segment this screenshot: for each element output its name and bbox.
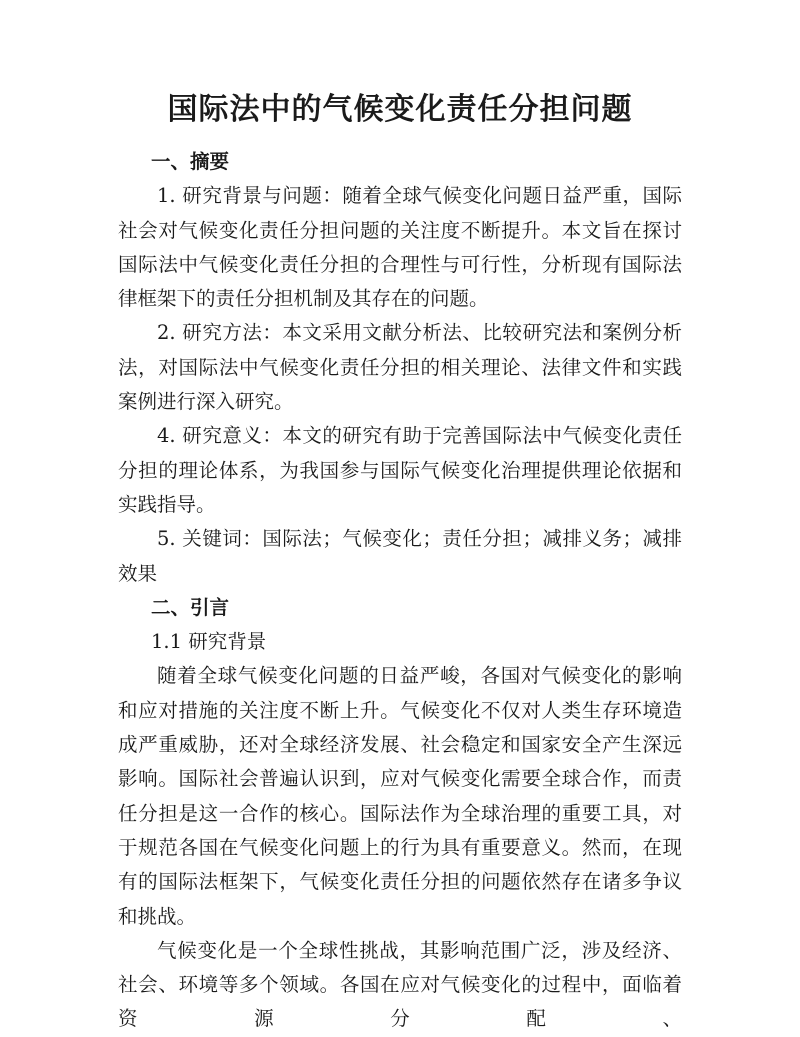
intro-paragraph-1: 随着全球气候变化问题的日益严峻，各国对气候变化的影响和应对措施的关注度不断上升。气候变化不仅对人类生存环境造成严重威胁，还对全球经济发展、社会稳定和国家安全产生深远影响。国际社会普遍认识到，应对气候变化需要全球合作，而责任分担是这一合作的核心。国际法作为全球治理的重要工具，对于规范各国在气候变化问题上的行为具有重要意义。然而，在现有的国际法框架下，气候变化责任分担的问题依然存在诸多争议和挑战。 [118, 664, 682, 928]
intro-paragraph-2: 气候变化是一个全球性挑战，其影响范围广泛，涉及经济、社会、环境等多个领域。各国在应对气候变化的过程中，面临着资源分配、 [118, 938, 682, 1031]
page-title: 国际法中的气候变化责任分担问题 [167, 92, 633, 127]
section-heading-introduction: 二、引言 [151, 595, 230, 619]
abstract-paragraph-methods: 2. 研究方法：本文采用文献分析法、比较研究法和案例分析法，对国际法中气候变化责任分担的相关理论、法律文件和实践案例进行深入研究。 [118, 321, 682, 414]
abstract-paragraph-significance: 4. 研究意义：本文的研究有助于完善国际法中气候变化责任分担的理论体系，为我国参与国际气候变化治理提供理论依据和实践指导。 [118, 424, 682, 516]
document-body [118, 145, 682, 1037]
subsection-heading-background: 1.1 研究背景 [151, 630, 267, 654]
abstract-paragraph-background: 1. 研究背景与问题：随着全球气候变化问题日益严重，国际社会对气候变化责任分担问题的关注度不断提升。本文旨在探讨国际法中气候变化责任分担的合理性与可行性，分析现有国际法律框架下的责任分担机制及其存在的问题。 [118, 184, 682, 311]
abstract-paragraph-keywords: 5. 关键词：国际法；气候变化；责任分担；减排义务；减排效果 [118, 527, 682, 585]
section-heading-abstract: 一、摘要 [151, 150, 230, 173]
